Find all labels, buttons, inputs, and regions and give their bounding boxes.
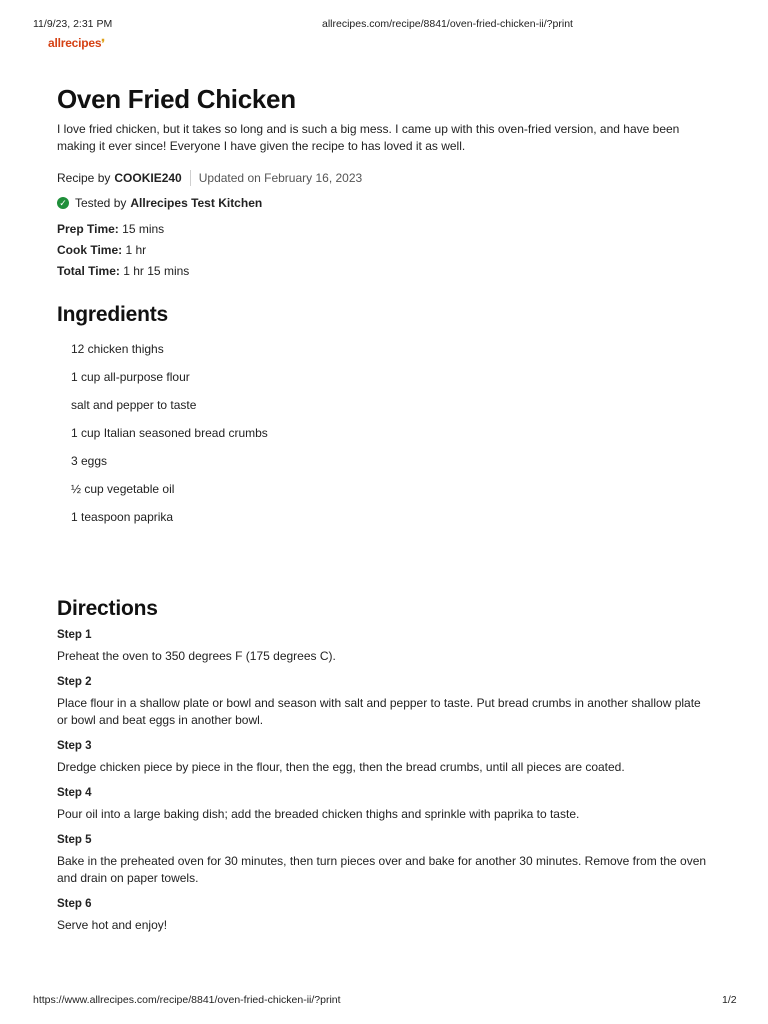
ingredient-item: 1 teaspoon paprika <box>71 510 174 524</box>
recipe-intro: I love fried chicken, but it takes so long and is such a big mess. I came up with this oven-fried version, and have been making it ever since! Everyone I have given the recipe to has loved it as well. <box>57 122 680 153</box>
ingredients-heading: Ingredients <box>57 303 168 326</box>
cook-time <box>57 243 189 264</box>
direction-step <box>57 675 707 729</box>
ingredient-item: ½ cup vegetable oil <box>71 482 175 496</box>
check-circle-icon: ✓ <box>57 197 69 209</box>
time-value: 1 hr 15 mins <box>123 264 190 278</box>
total-time <box>57 264 189 285</box>
ingredient-item: 1 cup all-purpose flour <box>71 370 190 384</box>
tested-by <box>57 196 262 210</box>
ingredient-item: 1 cup Italian seasoned bread crumbs <box>71 426 268 440</box>
directions-heading: Directions <box>57 597 158 620</box>
step-text: Bake in the preheated oven for 30 minutes, then turn pieces over and bake for another 30 minutes. Remove from the oven and drain on paper towels. <box>57 854 707 885</box>
directions-list <box>57 628 707 944</box>
logo-text: allrecipes <box>48 36 102 50</box>
byline <box>57 170 362 186</box>
ingredients-list <box>71 342 268 538</box>
author-link[interactable]: COOKIE240 <box>114 171 182 185</box>
logo-spoon-icon: ❜ <box>101 38 105 50</box>
time-value: 15 mins <box>122 222 165 236</box>
time-label: Prep Time: <box>57 222 119 236</box>
direction-step <box>57 833 707 887</box>
byline-divider <box>190 170 191 186</box>
page-number: 1/2 <box>722 994 737 1006</box>
step-label: Step 3 <box>57 740 92 752</box>
step-text: Serve hot and enjoy! <box>57 918 168 932</box>
step-text: Preheat the oven to 350 degrees F (175 degrees C). <box>57 649 336 663</box>
step-label: Step 4 <box>57 787 92 799</box>
ingredient-item: 12 chicken thighs <box>71 342 164 356</box>
recipe-title: Oven Fried Chicken <box>57 84 296 114</box>
direction-step <box>57 739 707 776</box>
direction-step <box>57 628 707 665</box>
recipe-times <box>57 222 189 285</box>
footer-url: https://www.allrecipes.com/recipe/8841/oven-fried-chicken-ii/?print <box>33 994 341 1006</box>
step-text: Dredge chicken piece by piece in the flour, then the egg, then the bread crumbs, until all pieces are coated. <box>57 760 625 774</box>
prep-time <box>57 222 189 243</box>
ingredient-item: 3 eggs <box>71 454 108 468</box>
time-label: Total Time: <box>57 264 120 278</box>
test-kitchen-link[interactable]: Allrecipes Test Kitchen <box>130 196 263 210</box>
step-text: Pour oil into a large baking dish; add the breaded chicken thighs and sprinkle with paprika to taste. <box>57 807 580 821</box>
tested-by-label: Tested by <box>75 196 127 210</box>
print-url: allrecipes.com/recipe/8841/oven-fried-chicken-ii/?print <box>322 18 573 30</box>
print-date: 11/9/23, 2:31 PM <box>33 18 113 30</box>
time-value: 1 hr <box>125 243 147 257</box>
time-label: Cook Time: <box>57 243 123 257</box>
step-text: Place flour in a shallow plate or bowl and season with salt and pepper to taste. Put bread crumbs in another shallow plate or bowl and beat eggs in another bowl. <box>57 696 701 727</box>
direction-step <box>57 786 707 823</box>
updated-date: Updated on February 16, 2023 <box>198 171 363 185</box>
recipe-by-label: Recipe by <box>57 171 111 185</box>
step-label: Step 6 <box>57 898 92 910</box>
step-label: Step 2 <box>57 676 92 688</box>
step-label: Step 1 <box>57 629 92 641</box>
step-label: Step 5 <box>57 834 92 846</box>
ingredient-item: salt and pepper to taste <box>71 398 197 412</box>
allrecipes-logo[interactable] <box>48 36 105 50</box>
direction-step <box>57 897 707 934</box>
